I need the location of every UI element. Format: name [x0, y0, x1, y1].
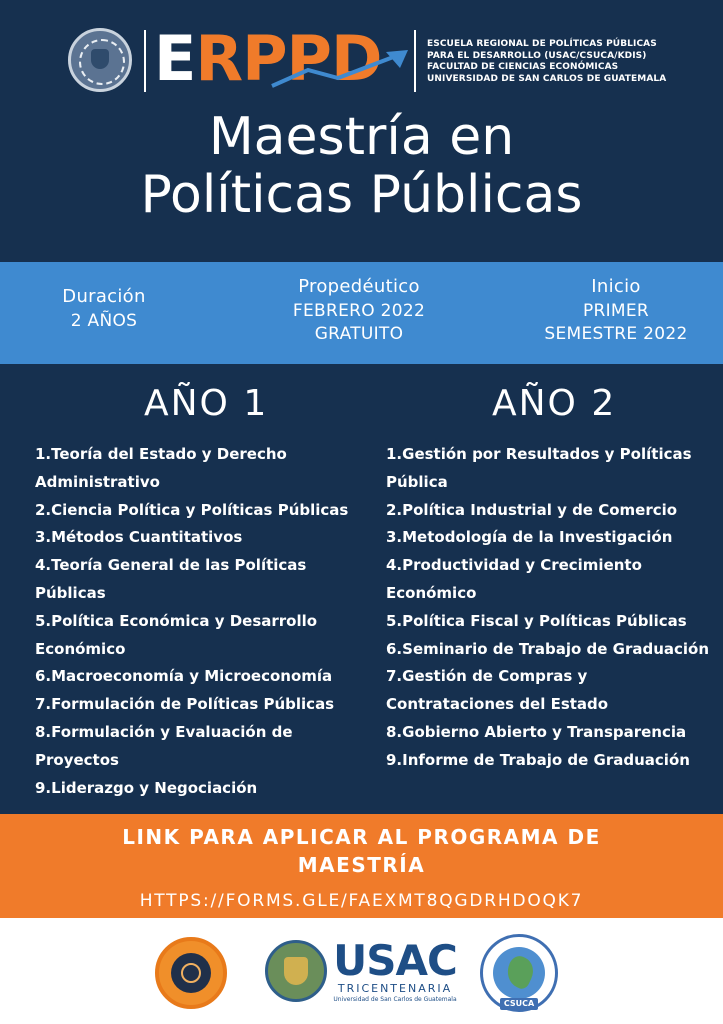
year1-course-list: [35, 441, 348, 802]
university-seal-icon: [68, 28, 132, 92]
apply-heading: LINK PARA APLICAR AL PROGRAMA DE MAESTRÍA: [122, 825, 601, 877]
curriculum-section: [0, 364, 723, 814]
list-item: 3.Metodología de la Investigación: [386, 528, 673, 547]
list-item: Económico: [386, 583, 477, 602]
list-item: 4.Teoría General de las Políticas: [35, 556, 307, 575]
list-item: 7.Formulación de Políticas Públicas: [35, 695, 335, 714]
apply-link-band: [0, 814, 723, 918]
start-value-line1: PRIMER: [582, 301, 650, 321]
growth-arrow-icon: [268, 48, 418, 90]
list-item: 1.Teoría del Estado y Derecho: [35, 445, 287, 463]
list-item: 9.Informe de Trabajo de Graduación: [386, 750, 690, 769]
list-item: 8.Formulación y Evaluación de: [35, 722, 293, 741]
list-item: 6.Macroeconomía y Microeconomía: [35, 667, 333, 686]
list-item: 3.Métodos Cuantitativos: [35, 528, 243, 547]
list-item: Públicas: [35, 583, 106, 602]
usac-fullname-text: Universidad de San Carlos de Guatemala: [333, 996, 457, 1003]
list-item: 9.Liderazgo y Negociación: [35, 778, 258, 797]
list-item: Contrataciones del Estado: [386, 695, 609, 714]
erppd-logo: ERPPD: [154, 22, 382, 95]
list-item: Económico: [35, 639, 126, 658]
usac-tricentenaria-text: TRICENTENARIA: [337, 982, 453, 995]
divider: [414, 30, 416, 92]
list-item: 1.Gestión por Resultados y Políticas: [386, 445, 692, 463]
usac-seal-icon: [265, 940, 327, 1002]
propaedeutic-label: Propedéutico: [298, 276, 420, 297]
start-label: Inicio: [591, 276, 641, 297]
header-section: [0, 0, 723, 262]
list-item: 6.Seminario de Trabajo de Graduación: [386, 639, 710, 658]
propaedeutic-block: [264, 274, 454, 346]
apply-url-link[interactable]: HTTPS://FORMS.GLE/FAEXMT8QGDRHDOQK7: [139, 891, 584, 911]
program-info-band: [0, 262, 723, 364]
list-item: 5.Política Fiscal y Políticas Públicas: [386, 611, 687, 630]
list-item: 2.Ciencia Política y Políticas Públicas: [35, 500, 349, 519]
list-item: 4.Productividad y Crecimiento: [386, 556, 642, 575]
duration-label: Duración: [62, 286, 146, 307]
year2-course-list: [386, 441, 709, 775]
start-value-line2: SEMESTRE 2022: [544, 324, 688, 344]
program-title: Maestría en Políticas Públicas: [140, 107, 583, 225]
list-item: Proyectos: [35, 750, 119, 769]
institution-text: ESCUELA REGIONAL DE POLÍTICAS PÚBLICAS PARA EL DESARROLLO (USAC/CSUCA/KDIS) FACULTAD DE CIENCIAS ECONÓMICAS UNIVERSIDAD DE SAN CARLOS DE GUATEMALA: [427, 39, 667, 84]
list-item: 5.Política Económica y Desarrollo: [35, 611, 318, 630]
duration-value: 2 AÑOS: [70, 311, 138, 331]
propaedeutic-date: FEBRERO 2022: [292, 301, 426, 321]
list-item: Pública: [386, 472, 448, 491]
list-item: 2.Política Industrial y de Comercio: [386, 500, 678, 519]
list-item: 8.Gobierno Abierto y Transparencia: [386, 722, 687, 741]
list-item: Administrativo: [35, 472, 160, 491]
usac-logo-text: USAC: [333, 936, 457, 985]
divider: [144, 30, 146, 92]
start-block: [516, 274, 716, 346]
partner-logos: [0, 918, 723, 1024]
duration-block: [34, 284, 174, 333]
year2-heading: AÑO 2: [492, 383, 617, 424]
faculty-seal-icon: [155, 937, 227, 1009]
list-item: 7.Gestión de Compras y: [386, 667, 588, 686]
year1-heading: AÑO 1: [144, 383, 269, 424]
propaedeutic-cost: GRATUITO: [314, 324, 404, 344]
csuca-label: CSUCA: [500, 998, 538, 1010]
